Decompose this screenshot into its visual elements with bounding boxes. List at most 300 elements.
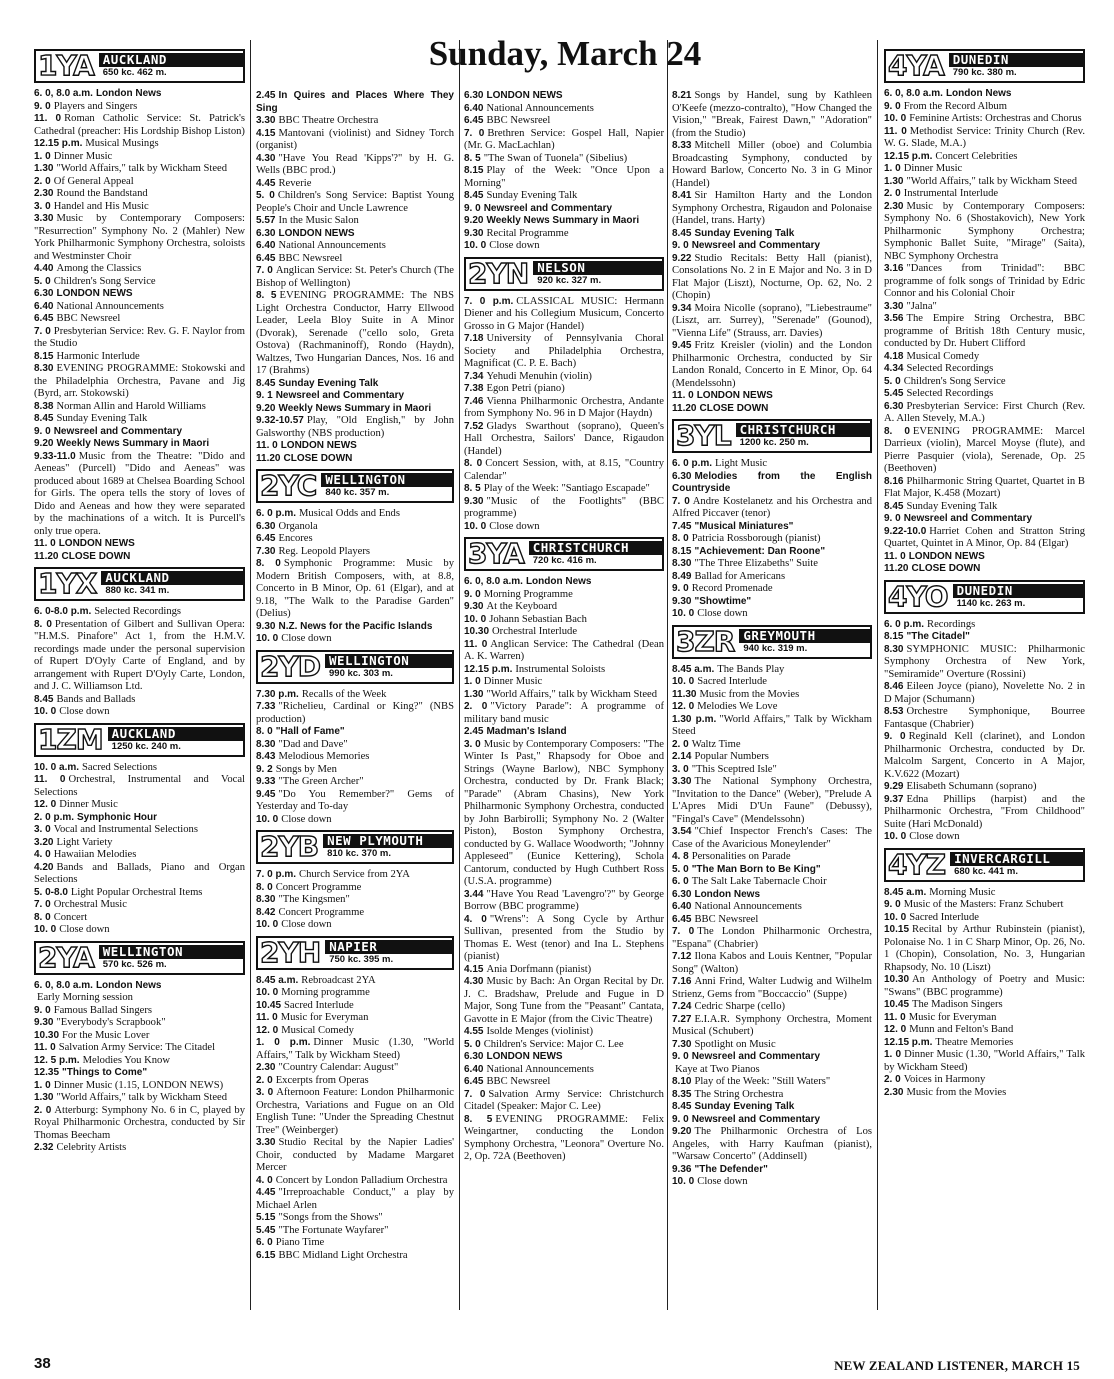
station-frequency: 720 kc. 416 m. <box>532 555 597 566</box>
programme-title: Munn and Felton's Band <box>909 1024 1014 1035</box>
programme-time: 7.34 <box>464 370 484 382</box>
programme-title: Sacred Interlude <box>697 676 767 687</box>
programme-title: London News <box>95 979 162 991</box>
programme-title: "Songs from the Shows" <box>278 1212 383 1223</box>
programme-time: 8. 5 <box>464 483 481 494</box>
programme-entry <box>256 215 454 228</box>
programme-entry <box>34 1005 245 1018</box>
programme-title: "Musical Miniatures" <box>694 520 794 532</box>
programme-time: 9.36 <box>672 1163 692 1175</box>
programme-entry <box>34 837 245 850</box>
programme-entry <box>34 1092 245 1105</box>
programme-time: 12.15 p.m. <box>884 1036 933 1048</box>
programme-entry <box>464 203 664 216</box>
programme-title: Anglican Service: The Cathedral (Dean A. K. Warren) <box>464 638 664 662</box>
programme-entry <box>256 701 454 726</box>
station-city: AUCKLAND <box>99 53 243 67</box>
programme-entry <box>884 781 1085 794</box>
programme-entry <box>884 263 1085 301</box>
programme-time: 9. 0 <box>464 202 481 214</box>
programme-entry <box>672 739 872 752</box>
programme-entry <box>672 546 872 559</box>
programme-title: Isolde Menges (violinist) <box>486 1026 593 1037</box>
programme-time: 4. 8 <box>672 851 689 862</box>
programme-time: 9. 0 <box>884 899 901 910</box>
programme-entry <box>884 513 1085 526</box>
programme-title: London News <box>525 576 592 587</box>
programme-title: Yehudi Menuhin (violin) <box>486 370 592 382</box>
station-frequency: 940 kc. 319 m. <box>743 642 808 654</box>
programme-time: 7. 0 p.m. <box>464 295 514 307</box>
programme-entry <box>672 303 872 341</box>
programme-time: 4.55 <box>464 1026 484 1037</box>
programme-title: BBC Newsreel <box>694 913 759 925</box>
programme-title: Morning Music <box>929 886 996 898</box>
programme-entry <box>464 396 664 421</box>
programme-entry <box>34 151 245 164</box>
programme-title: Weekly News Summary in Maori <box>486 215 640 226</box>
programme-entry <box>464 664 664 677</box>
programme-time: 10.45 <box>256 999 282 1011</box>
programme-time: 6. 0, 8.0 a.m. <box>34 88 93 99</box>
programme-time: 10. 0 <box>884 911 907 923</box>
programme-title: Philharmonic String Quartet, Quartet in B Flat Major, K.458 (Mozart) <box>884 475 1085 499</box>
programme-entry <box>672 390 872 403</box>
station-city: WELLINGTON <box>321 473 452 487</box>
programme-entry <box>256 546 454 559</box>
programme-entry <box>464 90 664 103</box>
programme-entry <box>884 113 1085 126</box>
programme-time: 8.15 <box>672 545 692 557</box>
programme-time: 4.30 <box>256 152 276 164</box>
programme-title: Orchestral Music <box>53 899 127 910</box>
programme-title: Close down <box>697 608 748 619</box>
programme-time: 8.30 <box>34 363 54 374</box>
programme-entry <box>34 88 245 101</box>
programme-entry <box>34 887 245 900</box>
programme-entry <box>672 926 872 951</box>
programme-entry <box>34 163 245 176</box>
programme-title: Dinner Music <box>483 676 543 687</box>
programme-entry <box>672 889 872 902</box>
programme-entry <box>34 694 245 707</box>
programme-entry <box>34 413 245 426</box>
programme-title: "Irreproachable Conduct," a play by Michael Arlen <box>256 1187 454 1211</box>
programme-entry <box>256 290 454 378</box>
programme-entry <box>34 619 245 694</box>
programme-time: 3. 0 <box>464 738 481 750</box>
programme-title: Ballad for Americans <box>694 570 786 582</box>
programme-entry <box>464 1039 664 1052</box>
programme-time: 1.30 <box>464 688 484 700</box>
programme-entry <box>34 326 245 351</box>
programme-time: 9.22 <box>672 252 692 264</box>
column-rule <box>250 40 251 1310</box>
station-city: WELLINGTON <box>325 654 452 668</box>
programme-time: 3.54 <box>672 826 692 837</box>
programme-title: Theatre Memories <box>935 1036 1014 1048</box>
programme-title: Newsreel and Commentary <box>53 425 183 437</box>
programme-title: Patricia Rossborough (pianist) <box>691 533 821 544</box>
programme-title: The Empire String Orchestra, BBC programme of British 18th Century music, conducted by Dr. Hubert Clifford <box>884 313 1085 349</box>
programme-time: 6.30 <box>256 227 276 239</box>
programme-title: Salvation Army Service: Christchurch Citadel (Speaker: Major C. Lee) <box>464 1088 664 1112</box>
programme-time: 6.45 <box>672 913 692 925</box>
programme-entry <box>884 1037 1085 1050</box>
programme-entry <box>34 1030 245 1043</box>
programme-title: Music for Everyman <box>280 1012 369 1023</box>
programme-title: Piano Time <box>275 1237 325 1248</box>
programme-entry <box>34 351 245 364</box>
programme-entry <box>256 726 454 739</box>
programme-title: BBC Newsreel <box>486 115 551 126</box>
programme-time: 1. 0 <box>34 150 51 162</box>
programme-title: Concert by London Palladium Orchestra <box>275 1174 448 1186</box>
programme-title: Music from the Theatre: "Dido and Aeneas" (Purcell) "Dido and Aeneas" was produced about 1689 at Chelsea Boarding School for Girls. The opera tells the story of loves of Dido and Aeneas and how they were separated by the machinations of a witch. It is Purcell's only true opera. <box>34 450 245 537</box>
programme-title: Children's Service: Major C. Lee <box>483 1038 624 1050</box>
programme-entry <box>34 113 245 138</box>
programme-time: 7.30 p.m. <box>256 688 299 700</box>
programme-time: 8.41 <box>672 190 692 201</box>
programme-entry <box>884 631 1085 644</box>
programme-title: Rebroadcast 2YA <box>301 974 376 986</box>
programme-entry <box>256 987 454 1000</box>
programme-entry <box>884 188 1085 201</box>
programme-entry <box>256 621 454 634</box>
programme-list-3ya <box>464 576 664 1164</box>
programme-entry <box>672 403 872 416</box>
programme-time: 4.15 <box>464 963 484 975</box>
programme-title: London News <box>95 88 162 99</box>
programme-title: Reg. Leopold Players <box>278 545 370 557</box>
call-sign: 3YA <box>468 537 524 570</box>
programme-title: Music by Contemporary Composers: "Resurrection" Symphony No. 2 (Mahler) New York Philharmonic Symphony Orchestra, soloists and Westminster Choir <box>34 213 245 262</box>
programme-time: 9. 0 <box>884 731 906 742</box>
programme-entry <box>256 521 454 534</box>
programme-entry <box>256 1075 454 1088</box>
programme-title: Early Morning session <box>37 992 133 1003</box>
programme-title: Record Promenade <box>691 583 773 594</box>
station-logo-3zr <box>672 625 872 659</box>
programme-time: 6.40 <box>672 901 692 912</box>
programme-time: 6. 0, 8.0 a.m. <box>464 576 523 587</box>
programme-title: Moira Nicolle (soprano), "Liebestraume" (Liszt, arr. Surrey), "Serenade" (Gounod), "Vienna Life" (Strauss, arr. Davies) <box>672 302 872 339</box>
programme-title: Vocal and Instrumental Selections <box>53 824 198 835</box>
programme-time: 7.18 <box>464 333 484 344</box>
column-rule <box>667 40 668 1310</box>
programme-entry <box>884 388 1085 401</box>
programme-entry <box>884 126 1085 151</box>
station-city: DUNEDIN <box>953 584 1083 598</box>
station-city: CHRISTCHURCH <box>736 423 870 437</box>
programme-time: 8.38 <box>34 400 54 412</box>
programme-time: 9.20 <box>672 1126 692 1137</box>
programme-time: 6.45 <box>256 533 276 544</box>
programme-entry <box>884 551 1085 564</box>
programme-time: 8.30 <box>256 894 276 905</box>
programme-time: 2. 0 <box>672 738 689 750</box>
programme-title: EVENING PROGRAMME: The NBS Light Orchestra Conductor, Harry Ellwood Leader, Leela Bloy Suite in A Minor (Dvorak), Serenade ("cello solo, Greta Ostova) (Rachmaninoff), Rondo (Haydn), Waltzes, Two Hungarian Dances, Nos. 16 and 17 (Brahms) <box>256 290 454 376</box>
programme-entry <box>464 889 664 914</box>
programme-entry <box>672 764 872 777</box>
programme-entry <box>464 614 664 627</box>
station-logo-2ya <box>34 941 245 975</box>
programme-entry <box>34 912 245 925</box>
programme-entry <box>256 390 454 403</box>
programme-time: 10. 0 <box>464 613 487 625</box>
programme-time: 8. 0 <box>464 458 483 469</box>
programme-time: 5.15 <box>256 1212 276 1223</box>
programme-title: Sunday Evening Talk <box>56 413 148 424</box>
programme-entry <box>256 689 454 702</box>
programme-title: Eileen Joyce (piano), Novelette No. 2 in D Major (Schumann) <box>884 681 1085 705</box>
programme-entry <box>256 415 454 440</box>
programme-title: The London Philharmonic Orchestra, "Espana" (Chabrier) <box>672 926 872 950</box>
programme-entry <box>34 401 245 414</box>
programme-title: LONDON NEWS <box>486 90 563 101</box>
call-sign: 2YH <box>260 935 321 969</box>
programme-time: 9.45 <box>256 788 276 800</box>
programme-title: Light Variety <box>56 836 113 848</box>
programme-title: Encores <box>278 533 313 544</box>
programme-entry <box>256 739 454 752</box>
programme-entry <box>464 739 664 889</box>
programme-time: 8.45 a.m. <box>672 663 715 675</box>
programme-title: LONDON NEWS <box>908 550 985 562</box>
programme-entry <box>256 253 454 266</box>
programme-entry <box>34 799 245 812</box>
programme-entry <box>464 1051 664 1064</box>
programme-time: 11. 0 <box>34 538 56 549</box>
programme-title: Studio Recitals: Betty Hall (pianist), Consolations No. 2 in E Major and No. 3 in D Flat Major (Liszt), Nocturne, Op. 62, No. 2 (Chopin) <box>672 252 872 301</box>
programme-time: 2.45 <box>464 726 484 737</box>
programme-time: 1.30 <box>884 175 904 187</box>
programme-entry <box>34 201 245 214</box>
programme-time: 7.38 <box>464 383 484 394</box>
programme-entry <box>256 265 454 290</box>
programme-title: Sunday Evening Talk <box>694 1101 795 1112</box>
programme-time: 2.30 <box>884 1086 904 1098</box>
programme-entry <box>884 351 1085 364</box>
programme-title: BBC Newsreel <box>486 1076 551 1087</box>
programme-time: 8.45 <box>34 693 54 705</box>
programme-entry <box>34 762 245 775</box>
programme-list-2yb <box>256 869 454 932</box>
programme-time: 8. 0 <box>256 881 273 893</box>
station-frequency: 840 kc. 357 m. <box>325 487 390 498</box>
programme-time: 8. 5 <box>464 152 481 164</box>
call-sign: 4YO <box>888 579 948 613</box>
programme-time: 8.45 <box>34 413 54 424</box>
programme-entry <box>34 426 245 439</box>
programme-time: 9. 0 <box>672 240 689 251</box>
programme-entry <box>464 371 664 384</box>
programme-time: 6.45 <box>34 313 54 324</box>
programme-entry <box>256 440 454 453</box>
programme-entry <box>256 633 454 646</box>
programme-time: 2.30 <box>256 1062 276 1073</box>
station-frequency: 1140 kc. 263 m. <box>956 597 1026 609</box>
programme-time: 9. 2 <box>256 763 273 775</box>
programme-title: "Wrens": A Song Cycle by Arthur Sullivan, presented from the Studio by Thomas E. West (tenor) and Ina L. Stephens (pianist) <box>464 913 664 962</box>
programme-title: The Bands Play <box>717 663 785 675</box>
programme-time: 7.16 <box>672 976 692 987</box>
programme-entry <box>464 103 664 116</box>
programme-entry <box>884 363 1085 376</box>
programme-time: 9. 0 <box>34 1004 51 1016</box>
programme-time: 7. 0 <box>256 265 273 276</box>
programme-title: Weekly News Summary in Maori <box>56 438 210 449</box>
programme-title: "World Affairs," talk by Wickham Steed <box>56 163 228 174</box>
programme-title: Sacred Interlude <box>284 999 354 1011</box>
programme-entry <box>256 403 454 416</box>
programme-entry <box>884 176 1085 189</box>
programme-entry <box>464 215 664 228</box>
call-sign: 2YA <box>38 940 94 974</box>
programme-title: Dinner Music <box>59 799 118 810</box>
programme-time: 10. 0 <box>256 987 279 998</box>
programme-title: Madman's Island <box>486 726 567 737</box>
programme-time: 7.24 <box>672 1001 692 1012</box>
programme-time: 6.30 <box>464 90 484 101</box>
programme-time: 6.45 <box>464 1076 484 1087</box>
programme-entry <box>672 228 872 241</box>
programme-entry <box>34 1017 245 1030</box>
programme-entry <box>884 899 1085 912</box>
programme-title: Players and Singers <box>53 100 138 112</box>
programme-time: 7. 0 <box>672 926 695 937</box>
programme-list-4yo <box>884 619 1085 844</box>
programme-entry <box>256 533 454 546</box>
programme-title: Norman Allin and Harold Williams <box>56 400 206 412</box>
programme-title: National Announcements <box>486 1063 594 1075</box>
programme-time: 8.45 a.m. <box>884 886 927 898</box>
station-frequency: 680 kc. 441 m. <box>954 865 1018 877</box>
station-logo-2yh <box>256 936 454 970</box>
programme-entry <box>672 533 872 546</box>
programme-time: 5. 0 <box>464 1038 481 1050</box>
programme-entry <box>256 228 454 241</box>
programme-entry <box>672 140 872 190</box>
programme-title: Waltz Time <box>691 738 741 750</box>
programme-title: Ania Dorfmann (pianist) <box>486 963 592 975</box>
programme-title: Morning Programme <box>483 588 573 600</box>
programme-entry <box>256 190 454 215</box>
station-frequency: 1200 kc. 250 m. <box>739 437 809 448</box>
programme-entry <box>884 526 1085 551</box>
programme-entry <box>256 814 454 827</box>
programme-time: 1.30 p.m. <box>672 713 717 725</box>
programme-time: 9.22-10.0 <box>884 525 927 537</box>
programme-entry <box>464 1114 664 1164</box>
station-city: DUNEDIN <box>949 53 1083 67</box>
programme-entry <box>464 726 664 739</box>
programme-entry <box>256 764 454 777</box>
programme-entry <box>672 751 872 764</box>
programme-time: 9.34 <box>672 302 692 314</box>
programme-entry <box>672 701 872 714</box>
programme-entry <box>672 1114 872 1127</box>
programme-entry <box>884 201 1085 264</box>
programme-time: 10.30 <box>884 974 910 985</box>
station-city: INVERCARGILL <box>950 852 1083 866</box>
programme-title: LONDON NEWS <box>486 1051 563 1062</box>
programme-time: 5. 0 <box>672 863 689 875</box>
programme-entry <box>256 1212 454 1225</box>
programme-title: Concert <box>53 911 88 923</box>
programme-time: 12.15 p.m. <box>884 150 933 162</box>
programme-time: 3. 0 <box>34 824 51 835</box>
programme-entry <box>884 376 1085 389</box>
programme-title: Dinner Music (1.30, "World Affairs," Talk by Wickham Steed) <box>256 1037 454 1061</box>
programme-title: The Salt Lake Tabernacle Choir <box>691 876 827 887</box>
programme-list-3ya-cont <box>672 90 872 415</box>
programme-time: 6.30 <box>256 520 276 532</box>
programme-title: Kaye at Two Pianos <box>675 1063 760 1075</box>
call-sign: 2YD <box>260 649 320 683</box>
programme-entry <box>884 1012 1085 1025</box>
programme-time: 3. 0 <box>256 1087 274 1098</box>
programme-title: London News <box>945 88 1012 99</box>
programme-title: Songs by Men <box>275 763 337 775</box>
programme-time: 10. 0 <box>884 113 907 124</box>
programme-time: 11. 0 <box>884 125 907 137</box>
programme-title: Methodist Service: Trinity Church (Rev. W. G. Slade, M.A.) <box>884 125 1085 149</box>
programme-entry <box>34 899 245 912</box>
programme-entry <box>672 340 872 390</box>
programme-entry <box>464 228 664 241</box>
programme-title: Music by Contemporary Composers: "The Winter Is Past," Rhapsody for Oboe and Strings (Wayne Barlow), NBC Symphony Orchestra, conducted by Dr. Frank Black; "Parade" (Abram Chasins), New York Philharmonic Symphony Orchestra, conducted by John Barbirolli; Symphony No. 2 (Walter Piston), Boston Symphony Orchestra, conducted by G. Wallace Woodworth; "Johnny Appleseed" (Eunice Kettering), Schola Cantorum, conducted by Hugh Cuthbert Ross (U.S.A. programme) <box>464 738 664 887</box>
programme-time: 2. 0 <box>884 188 901 199</box>
programme-time: 5. 0 <box>256 190 275 201</box>
programme-title: Morning programme <box>281 987 370 998</box>
programme-title: Of General Appeal <box>53 175 134 187</box>
station-frequency: 650 kc. 462 m. <box>102 67 167 78</box>
programme-time: 10.30 <box>34 1029 60 1041</box>
programme-time: 3.20 <box>34 836 54 848</box>
programme-entry <box>672 1064 872 1077</box>
programme-entry <box>256 789 454 814</box>
programme-time: 10. 0 <box>256 813 279 825</box>
programme-entry <box>672 521 872 534</box>
programme-time: 8.43 <box>256 751 276 762</box>
programme-title: Atterburg: Symphony No. 6 in C, played by Royal Philharmonic Orchestra, conducted by Sir Thomas Beecham <box>34 1104 245 1141</box>
programme-title: Children's Song Service <box>53 275 156 287</box>
programme-time: 9. 0 <box>672 1051 689 1062</box>
programme-entry <box>256 378 454 391</box>
programme-entry <box>672 851 872 864</box>
programme-title: For the Music Lover <box>62 1029 150 1041</box>
programme-entry <box>884 887 1085 900</box>
programme-time: 3. 0 <box>34 200 51 212</box>
programme-entry <box>884 301 1085 314</box>
programme-title: Concert Programme <box>275 881 362 893</box>
programme-time: 2.45 <box>256 90 276 101</box>
station-frequency: 810 kc. 370 m. <box>327 848 392 859</box>
programme-title: Close down <box>489 520 540 532</box>
programme-title: "Chief Inspector French's Cases: The Case of the Avaricious Moneylender" <box>672 826 872 850</box>
programme-time: 6.40 <box>34 300 54 312</box>
programme-time: 3.16 <box>884 263 904 274</box>
programme-entry <box>884 974 1085 999</box>
programme-title: Reginald Kell (clarinet), and London Philharmonic Orchestra, conducted by Dr. Malcolm Sargent, Concerto in A Major, K.V.622 (Mozart) <box>884 731 1085 780</box>
programme-entry <box>464 689 664 702</box>
programme-time: 8.46 <box>884 681 904 692</box>
programme-time: 1.30 <box>34 163 54 174</box>
programme-time: 6.30 <box>884 400 904 412</box>
programme-title: The String Orchestra <box>694 1088 784 1100</box>
programme-title: Sunday Evening Talk <box>906 500 998 512</box>
